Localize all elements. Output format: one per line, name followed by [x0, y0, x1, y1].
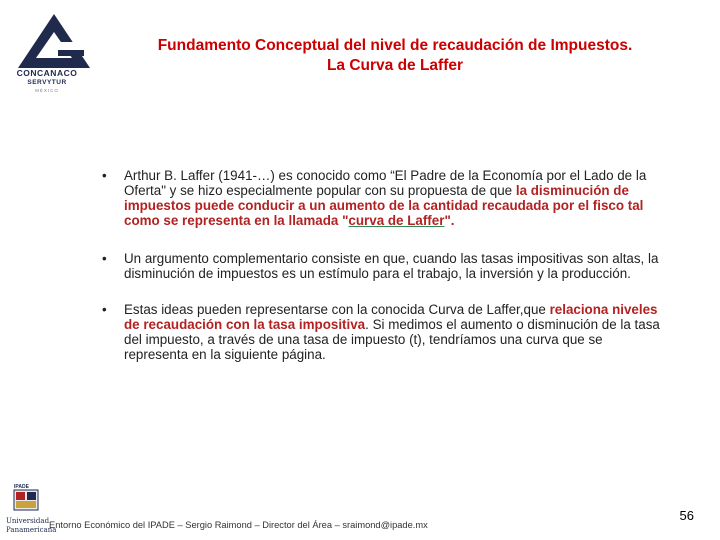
title-line-2: La Curva de Laffer — [326, 57, 464, 74]
highlight-text: ". — [444, 213, 455, 228]
logo-country: MÉXICO — [35, 88, 59, 93]
highlight-text: relaciona niveles de recaudación con la tasa impositiva — [124, 302, 658, 332]
bullet-marker: • — [102, 251, 107, 266]
ipade-logo-label: IPADE — [14, 484, 29, 490]
bullet-text: . Si medimos el aumento o disminución de la tasa del impuesto, a través de una tasa de impuesto (t), tendríamos una curva que se representa en la siguiente página. — [124, 317, 660, 362]
bullet-marker: • — [102, 302, 107, 317]
bullet-item — [96, 168, 662, 228]
laffer-curve-link[interactable]: curva de Laffer — [348, 213, 445, 228]
title-line-1: Fundamento Conceptual del nivel de recaudación de Impuestos. — [157, 37, 633, 54]
bullet-marker: • — [102, 168, 107, 183]
university-line-1: Universidad — [6, 517, 50, 525]
logo-name: CONCANACO — [16, 68, 78, 78]
university-line-2: Panamericana — [6, 526, 57, 534]
concanaco-emblem-icon — [14, 12, 94, 76]
slide-title — [108, 36, 682, 76]
bullet-list — [96, 168, 662, 362]
bullet-item — [96, 251, 662, 281]
page-number: 56 — [679, 508, 694, 523]
logo-subname: SERVYTUR — [27, 79, 67, 86]
footer-text: Entorno Económico del IPADE – Sergio Raimond – Director del Área – sraimond@ipade.mx — [49, 520, 428, 530]
bullet-text: Arthur B. Laffer (1941-…) es conocido como “El Padre de la Economía por el Lado de la Oferta" y se hizo especialmente popular con su propuesta de que — [124, 168, 647, 198]
bullet-text: Estas ideas pueden representarse con la conocida Curva de Laffer,que — [124, 302, 550, 317]
bullet-item — [96, 302, 662, 362]
highlight-text: la disminución de impuestos puede conducir a un aumento de la cantidad recaudada por el fisco tal como se representa en la llamada " — [124, 183, 644, 228]
bullet-text: Un argumento complementario consiste en que, cuando las tasas impositivas son altas, la disminución de impuestos es un estímulo para el trabajo, la inversión y la producción. — [124, 251, 659, 281]
